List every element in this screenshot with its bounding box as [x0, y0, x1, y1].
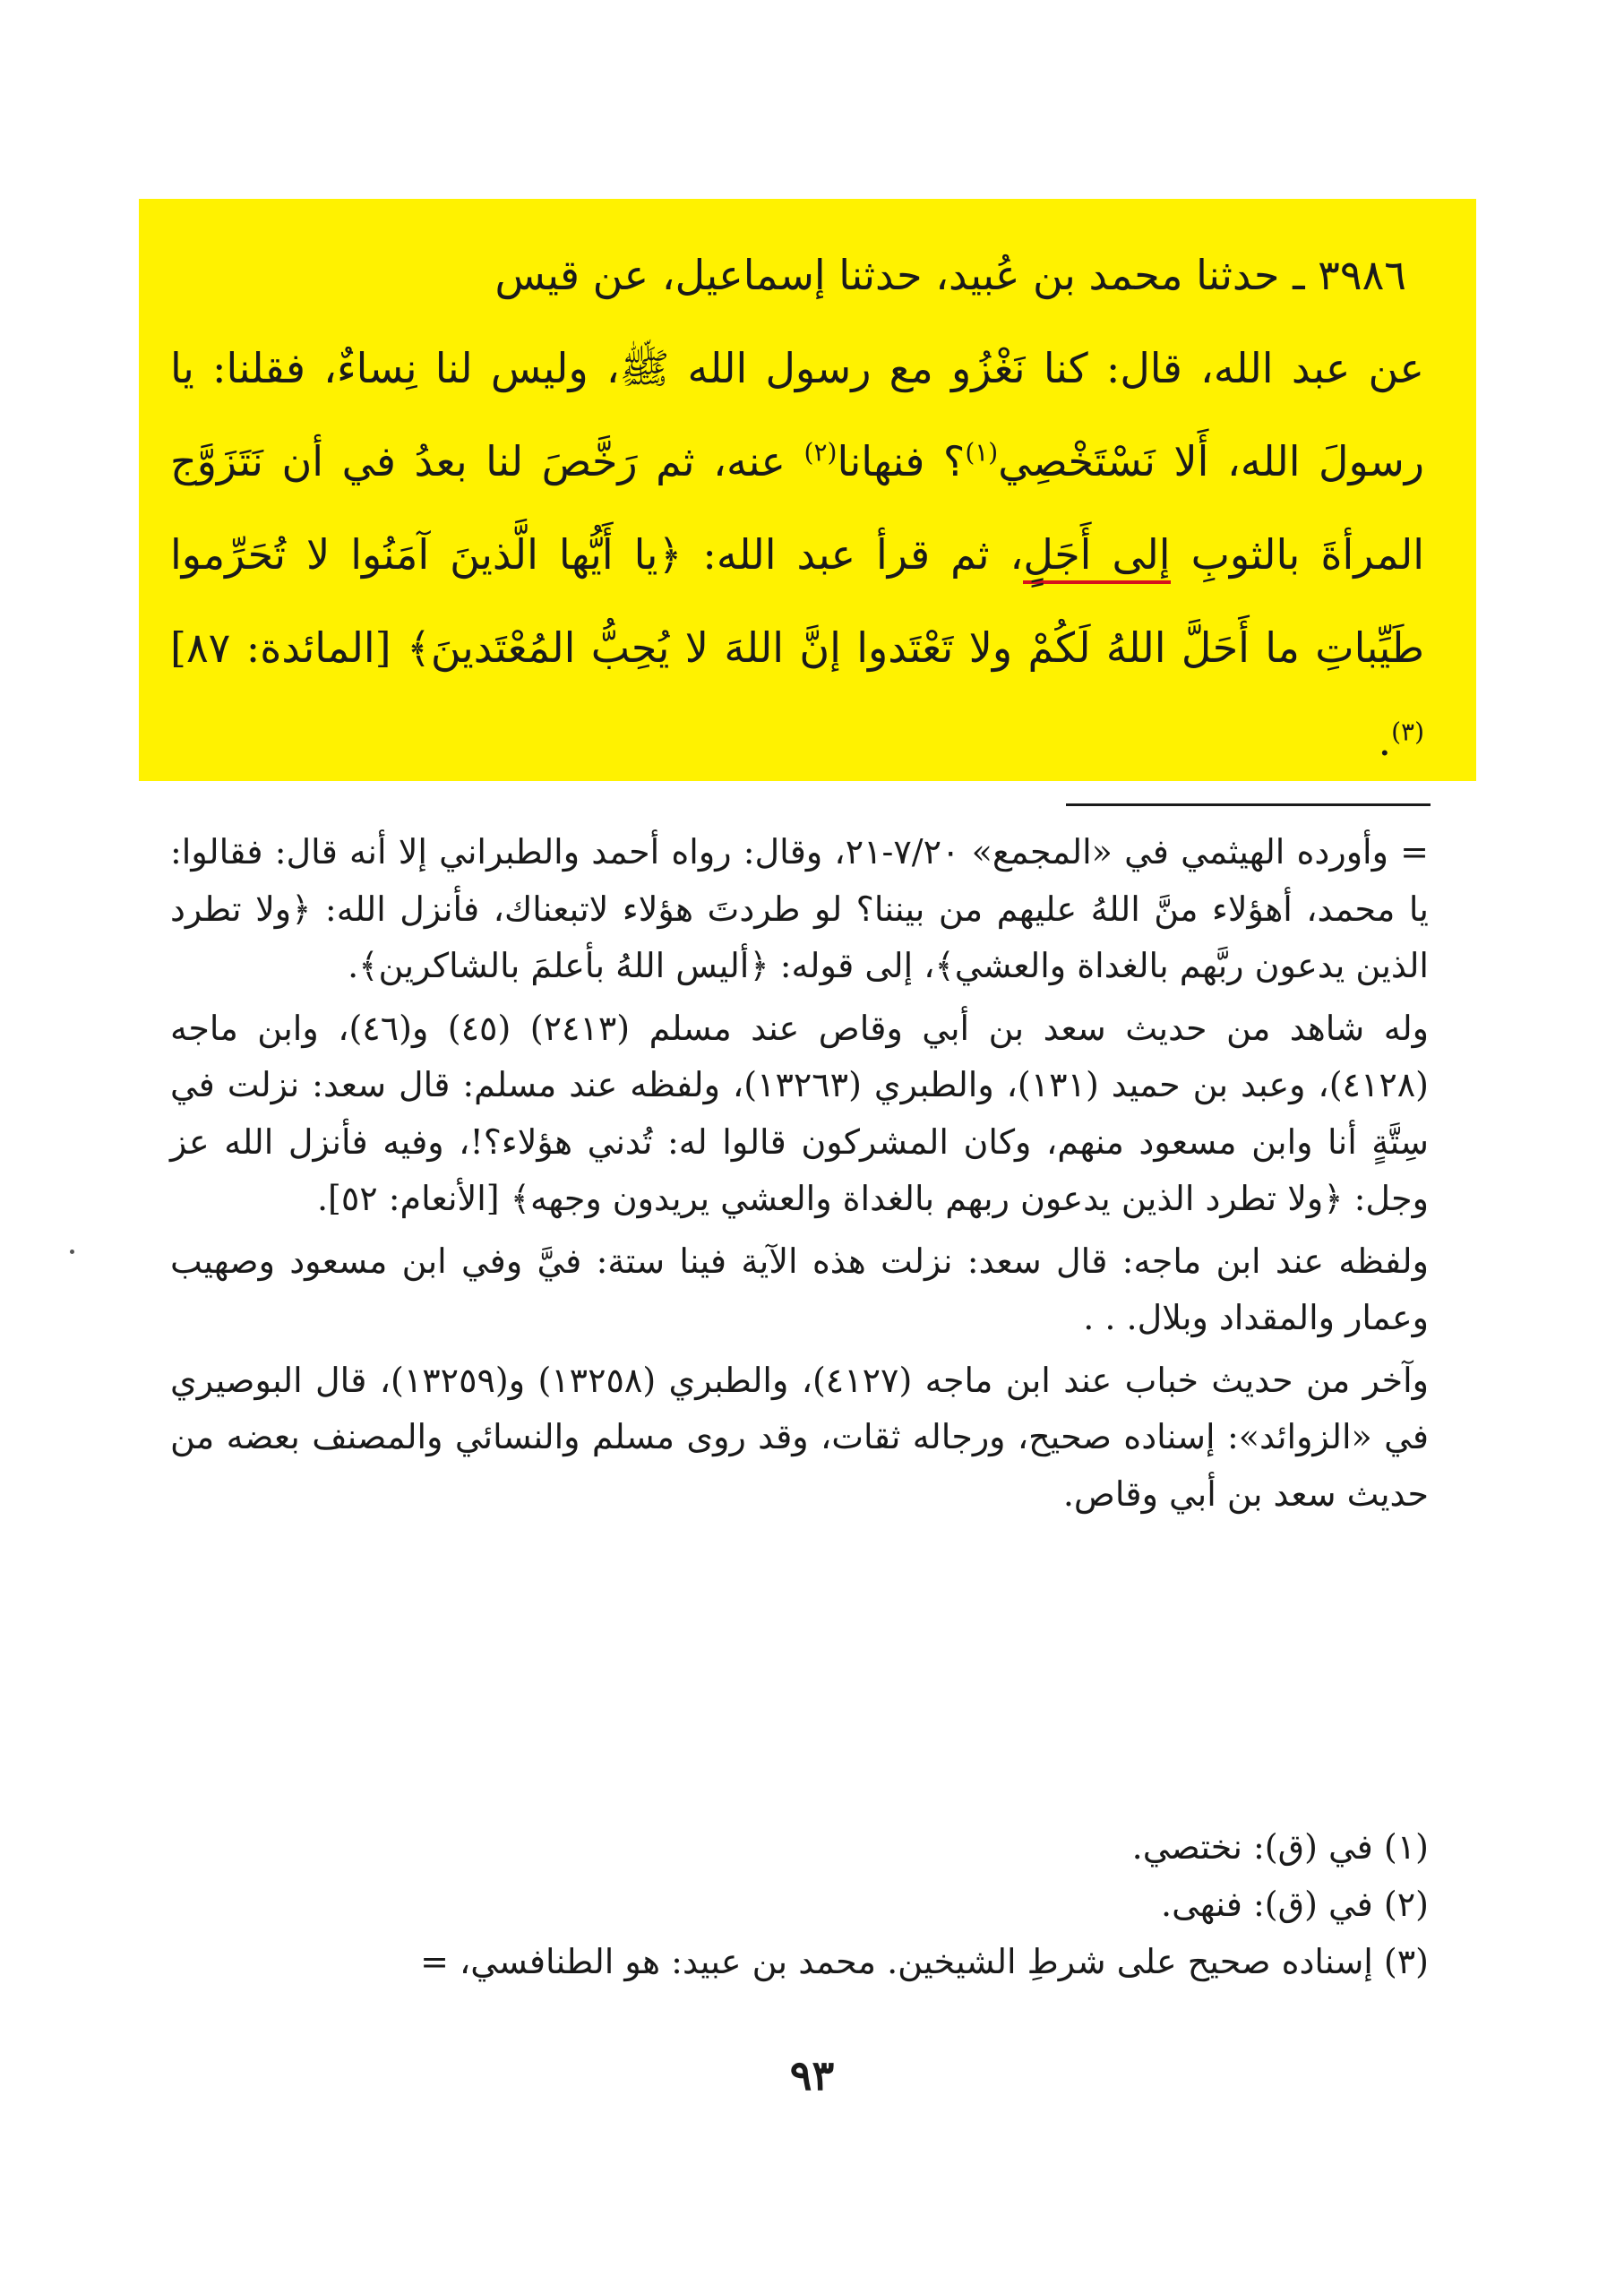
footnote-ref-1: (١) [965, 437, 999, 468]
matn-part-1: عن عبد الله، قال: كنا نَغْزُو مع رسول الله ﷺ، وليس لنا نِساءٌ، فقلنا: يا رسولَ الله، أَلا نَسْتَخْصِي [170, 344, 1424, 485]
footnote-3: (٣) إسناده صحيح على شرطِ الشيخين. محمد بن عبيد: هو الطنافسي، = [420, 1942, 1429, 1981]
footnote-2: (٢) في (ق): فنهى. [1161, 1885, 1429, 1924]
footnote-ref-2: (٢) [803, 437, 838, 468]
print-speck [70, 1250, 74, 1254]
matn-part-4: ، ثم قرأ عبد الله: ﴿يا أَيُّها الَّذينَ آمَنُوا لا تُحَرِّموا طَيِّباتِ ما أَحَلَّ اللهُ لَكُمْ ولا تَعْتَدوا إنَّ اللهَ لا يُحِبُّ المُعْتَدينَ﴾ [المائدة: ٨٧] [170, 530, 1424, 672]
footnotes [170, 1818, 1429, 1990]
note-paragraph: = وأورده الهيثمي في «المجمع» ٧/٢٠-٢١، وقال: رواه أحمد والطبراني إلا أنه قال: فقالوا: يا محمد، أهؤلاء منَّ اللهُ عليهم من بيننا؟ لو طردتَ هؤلاء لاتبعناك، فأنزل الله: ﴿ولا تطرد الذين يدعون ربَّهم بالغداة والعشي﴾، إلى قوله: ﴿أليس اللهُ بأعلمَ بالشاكرين﴾. [170, 832, 1429, 985]
note-paragraph: وله شاهد من حديث سعد بن أبي وقاص عند مسلم (٢٤١٣) (٤٥) و(٤٦)، وابن ماجه (٤١٢٨)، وعبد بن حميد (١٣١)، والطبري (١٣٢٦٣)، ولفظه عند مسلم: قال سعد: نزلت في سِتَّةٍ أنا وابن مسعود منهم، وكان المشركون قالوا له: تُدني هؤلاء؟!، وفيه فأنزل الله عز وجل: ﴿ولا تطرد الذين يدعون ربهم بالغداة والعشي يريدون وجهه﴾ [الأنعام: ٥٢]. [170, 1008, 1429, 1218]
hadith-chain: ٣٩٨٦ ـ حدثنا محمد بن عُبيد، حدثنا إسماعيل، عن قيس [494, 251, 1406, 299]
hadith-matn [170, 322, 1424, 787]
matn-part-5: . [1378, 717, 1392, 765]
hadith-text [170, 228, 1424, 787]
note-paragraph: ولفظه عند ابن ماجه: قال سعد: نزلت هذه الآية فينا ستة: فيَّ وفي ابن مسعود وصهيب وعمار والمقداد وبلال. . . [170, 1241, 1429, 1337]
footnote-separator [1066, 803, 1431, 806]
page-number: ٩٣ [789, 2051, 835, 2100]
matn-part-2: ؟ فنهانا [837, 437, 966, 485]
footnote-ref-3: (٣) [1391, 717, 1424, 747]
matn-part-3: عنه، ثم رَخَّصَ لنا بعدُ في أن نَتَزَوَّج المرأةَ بالثوبِ [170, 437, 1424, 579]
commentary-notes [170, 824, 1429, 1523]
note-paragraph: وآخر من حديث خباب عند ابن ماجه (٤١٢٧)، والطبري (١٣٢٥٨) و(١٣٢٥٩)، قال البوصيري في «الزوائد»: إسناده صحيح، ورجاله ثقات، وقد روى مسلم والنسائي والمصنف بعضه من حديث سعد بن أبي وقاص. [170, 1360, 1429, 1514]
underlined-phrase: إلى أَجَلٍ [1023, 530, 1170, 584]
footnote-1: (١) في (ق): نختصي. [1131, 1827, 1429, 1867]
